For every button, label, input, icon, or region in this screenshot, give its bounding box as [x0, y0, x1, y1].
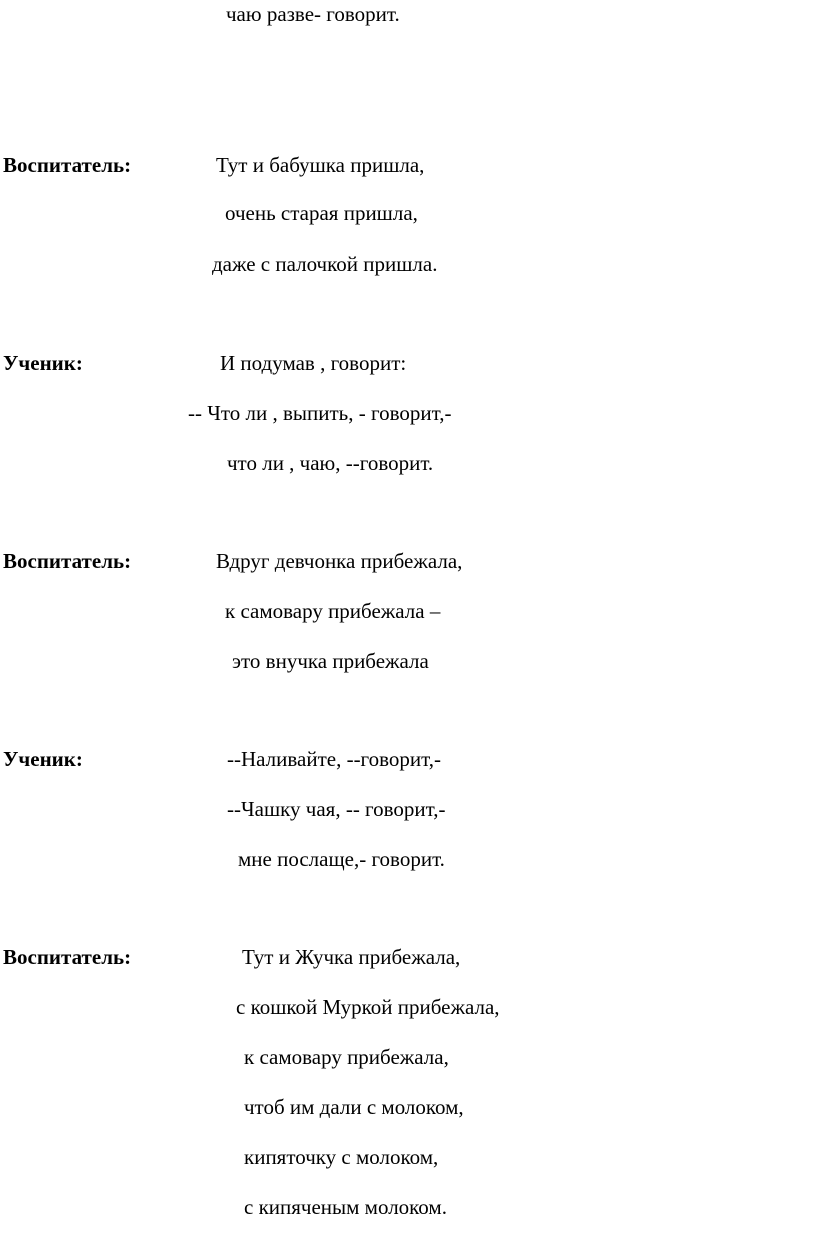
speaker-label: Воспитатель: — [3, 549, 132, 573]
verse-line: Тут и бабушка пришла, — [216, 153, 425, 177]
verse-line: что ли , чаю, --говорит. — [227, 451, 434, 475]
verse-line: к самовару прибежала, — [244, 1045, 449, 1069]
verse-line: кипяточку с молоком, — [244, 1145, 439, 1169]
speaker-label: Ученик: — [3, 351, 83, 375]
speaker-label: Воспитатель: — [3, 153, 132, 177]
verse-line: даже с палочкой пришла. — [212, 252, 438, 276]
verse-line: -- Что ли , выпить, - говорит,- — [188, 401, 452, 425]
verse-line: --Чашку чая, -- говорит,- — [227, 797, 446, 821]
speaker-label: Воспитатель: — [3, 945, 132, 969]
verse-line: с кошкой Муркой прибежала, — [236, 995, 500, 1019]
verse-line: очень старая пришла, — [225, 201, 418, 225]
verse-line: к самовару прибежала – — [225, 599, 441, 623]
verse-line: с кипяченым молоком. — [244, 1195, 447, 1219]
verse-line: И подумав , говорит: — [220, 351, 407, 375]
verse-line: Вдруг девчонка прибежала, — [216, 549, 463, 573]
speaker-label: Ученик: — [3, 747, 83, 771]
top-fragment-line: чаю разве- говорит. — [226, 2, 400, 26]
verse-line: мне послаще,- говорит. — [238, 847, 445, 871]
verse-line: это внучка прибежала — [232, 649, 429, 673]
verse-line: чтоб им дали с молоком, — [244, 1095, 464, 1119]
verse-line: --Наливайте, --говорит,- — [227, 747, 441, 771]
verse-line: Тут и Жучка прибежала, — [242, 945, 461, 969]
